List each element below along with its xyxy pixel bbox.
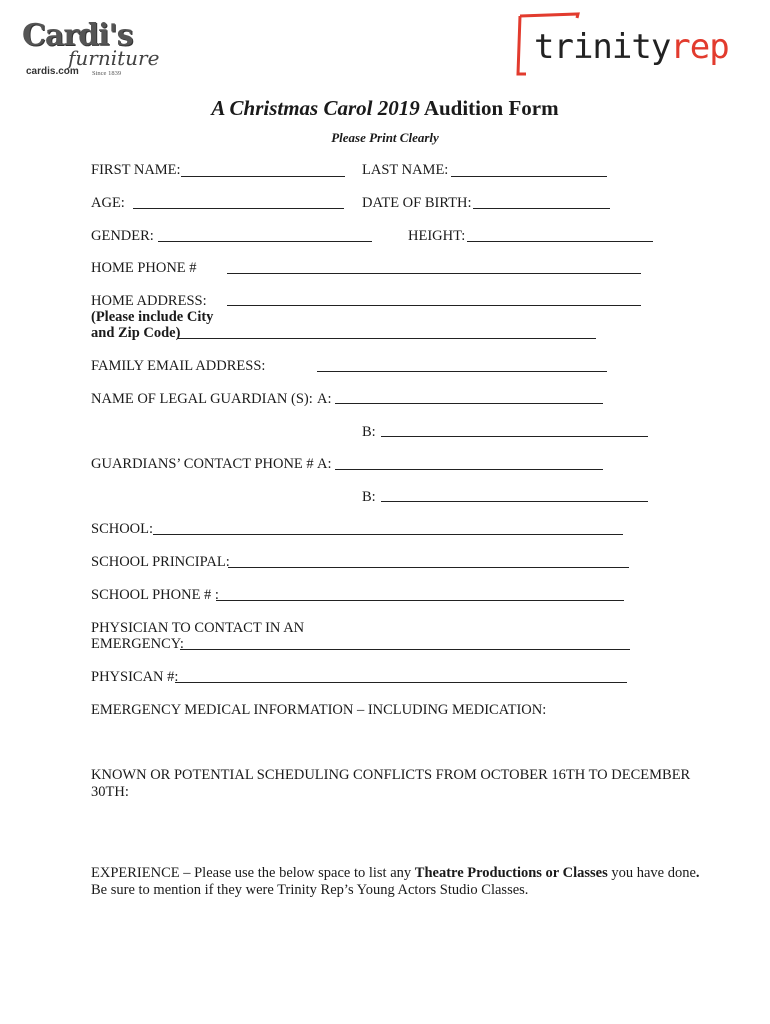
- home-address-label: HOME ADDRESS:: [91, 293, 207, 309]
- guardian-phone-label: GUARDIANS’ CONTACT PHONE #: [91, 456, 314, 472]
- gender-field[interactable]: [158, 241, 372, 242]
- principal-label: SCHOOL PRINCIPAL:: [91, 554, 230, 570]
- address-note-1: (Please include City: [91, 309, 214, 325]
- title-italic: A Christmas Carol 2019: [211, 96, 420, 120]
- experience-text-c: you have done: [607, 865, 696, 881]
- guardian-b-label: B:: [362, 424, 376, 440]
- home-phone-label: HOME PHONE #: [91, 260, 197, 276]
- physician-label-1: PHYSICIAN TO CONTACT IN AN: [91, 620, 305, 636]
- rep-word: rep: [670, 27, 729, 67]
- first-name-field[interactable]: [181, 176, 345, 177]
- experience-text-period: .: [695, 865, 700, 881]
- cardis-url: cardis.com: [26, 66, 79, 77]
- experience-text-bold: Theatre Productions or Classes: [414, 865, 608, 881]
- height-field[interactable]: [467, 241, 653, 242]
- guardian-phone-a-field[interactable]: [335, 469, 603, 470]
- home-phone-field[interactable]: [227, 273, 641, 274]
- age-field[interactable]: [133, 208, 344, 209]
- age-label: AGE:: [91, 195, 125, 211]
- cardis-script: furniture: [68, 46, 160, 70]
- emergency-medical-space[interactable]: [91, 722, 671, 762]
- physician-label-2: EMERGENCY:: [91, 636, 184, 652]
- emergency-medical-label: EMERGENCY MEDICAL INFORMATION – INCLUDING MEDICATION:: [91, 702, 547, 718]
- school-phone-label: SCHOOL PHONE # :: [91, 587, 219, 603]
- experience-space[interactable]: [91, 905, 671, 1005]
- home-address-field[interactable]: [227, 305, 641, 306]
- conflicts-label-2: 30TH:: [91, 784, 129, 800]
- experience-note: Be sure to mention if they were Trinity Rep’s Young Actors Studio Classes.: [91, 882, 529, 898]
- first-name-label: FIRST NAME:: [91, 162, 181, 178]
- guardian-phone-a-label: A:: [317, 456, 332, 472]
- cardis-since: Since 1839: [92, 70, 122, 77]
- principal-field[interactable]: [228, 567, 629, 568]
- gender-label: GENDER:: [91, 228, 154, 244]
- dob-field[interactable]: [473, 208, 610, 209]
- trinity-rep-wordmark: [534, 27, 729, 67]
- guardian-b-field[interactable]: [381, 436, 648, 437]
- physician-phone-label: PHYSICAN #:: [91, 669, 179, 685]
- family-email-label: FAMILY EMAIL ADDRESS:: [91, 358, 266, 374]
- form-subtitle: Please Print Clearly: [331, 130, 439, 145]
- guardian-a-field[interactable]: [335, 403, 603, 404]
- guardian-phone-b-label: B:: [362, 489, 376, 505]
- guardian-phone-b-field[interactable]: [381, 501, 648, 502]
- guardian-label: NAME OF LEGAL GUARDIAN (S):: [91, 391, 313, 407]
- cardis-wordmark: Cardi's: [22, 18, 133, 53]
- conflicts-label-1: KNOWN OR POTENTIAL SCHEDULING CONFLICTS FROM OCTOBER 16TH TO DECEMBER: [91, 767, 691, 783]
- last-name-field[interactable]: [451, 176, 607, 177]
- physician-phone-field[interactable]: [175, 682, 627, 683]
- conflicts-space[interactable]: [91, 805, 671, 860]
- last-name-label: LAST NAME:: [362, 162, 449, 178]
- physician-field[interactable]: [180, 649, 630, 650]
- height-label: HEIGHT:: [408, 228, 466, 244]
- family-email-field[interactable]: [317, 371, 607, 372]
- trinity-word: trinity: [534, 27, 671, 67]
- experience-label: [91, 865, 700, 881]
- dob-label: DATE OF BIRTH:: [362, 195, 472, 211]
- school-field[interactable]: [153, 534, 623, 535]
- form-title: [0, 96, 770, 121]
- title-rest: Audition Form: [419, 96, 559, 120]
- guardian-a-label: A:: [317, 391, 332, 407]
- city-zip-field[interactable]: [178, 338, 596, 339]
- school-phone-field[interactable]: [216, 600, 624, 601]
- address-note-2: and Zip Code): [91, 325, 181, 341]
- experience-text-a: EXPERIENCE – Please use the below space to list any: [91, 865, 415, 881]
- school-label: SCHOOL:: [91, 521, 154, 537]
